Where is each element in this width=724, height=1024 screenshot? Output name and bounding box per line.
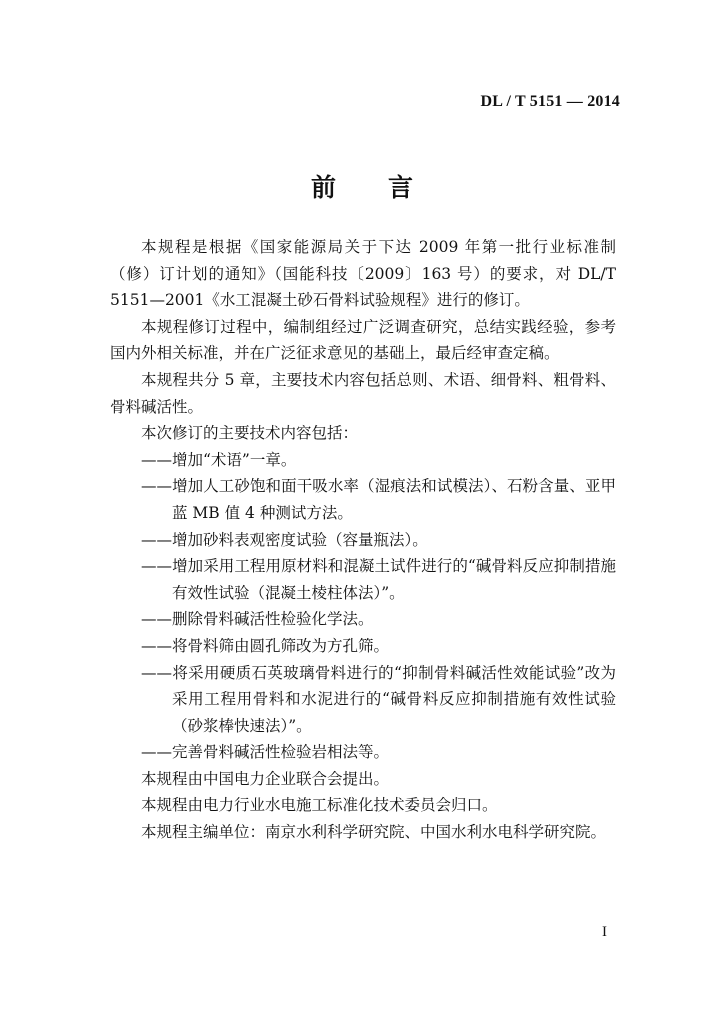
paragraph-2: 本规程修订过程中，编制组经过广泛调查研究，总结实践经验，参考国内外相关标准，并在广泛征求意见的基础上，最后经审查定稿。	[110, 317, 616, 363]
page-number: I	[602, 924, 607, 940]
revision-item: ——完善骨料碱活性检验岩相法等。	[141, 743, 390, 762]
paragraph-1: 本规程是根据《国家能源局关于下达 2009 年第一批行业标准制（修）订计划的通知》（国能科技〔2009〕163 号）的要求，对 DL/T 5151—2001《水工混凝土砂石骨料试验规程》进行的修订。	[110, 238, 616, 310]
preface-body	[110, 234, 616, 846]
paragraph-7: 本规程主编单位：南京水利科学研究院、中国水利水电科学研究院。	[141, 823, 607, 842]
page-title	[0, 168, 724, 204]
revision-item: ——增加采用工程用原材料和混凝土试件进行的“碱骨料反应抑制措施有效性试验（混凝土棱柱体法）”。	[141, 557, 616, 602]
paragraph-5: 本规程由中国电力企业联合会提出。	[141, 769, 390, 788]
revision-item: ——将采用硬质石英玻璃骨料进行的“抑制骨料碱活性效能试验”改为采用工程用骨料和水泥进行的“碱骨料反应抑制措施有效性试验（砂浆棒快速法）”。	[141, 663, 616, 735]
paragraph-4: 本次修订的主要技术内容包括：	[141, 424, 359, 443]
revision-item: ——将骨料筛由圆孔筛改为方孔筛。	[141, 636, 390, 655]
revision-item: ——增加人工砂饱和面干吸水率（湿痕法和试模法）、石粉含量、亚甲蓝 MB 值 4 种测试方法。	[141, 477, 616, 522]
paragraph-6: 本规程由电力行业水电施工标准化技术委员会归口。	[141, 796, 498, 815]
revision-item: ——增加砂料表观密度试验（容量瓶法）。	[141, 530, 428, 549]
title-char-1: 前	[310, 173, 336, 202]
standard-code: DL / T 5151 — 2014	[480, 93, 620, 110]
revision-item: ——增加“术语”一章。	[141, 450, 297, 469]
paragraph-3: 本规程共分 5 章，主要技术内容包括总则、术语、细骨料、粗骨料、骨料碱活性。	[110, 370, 616, 416]
title-char-2: 言	[388, 173, 414, 202]
revision-item: ——删除骨料碱活性检验化学法。	[141, 610, 374, 629]
